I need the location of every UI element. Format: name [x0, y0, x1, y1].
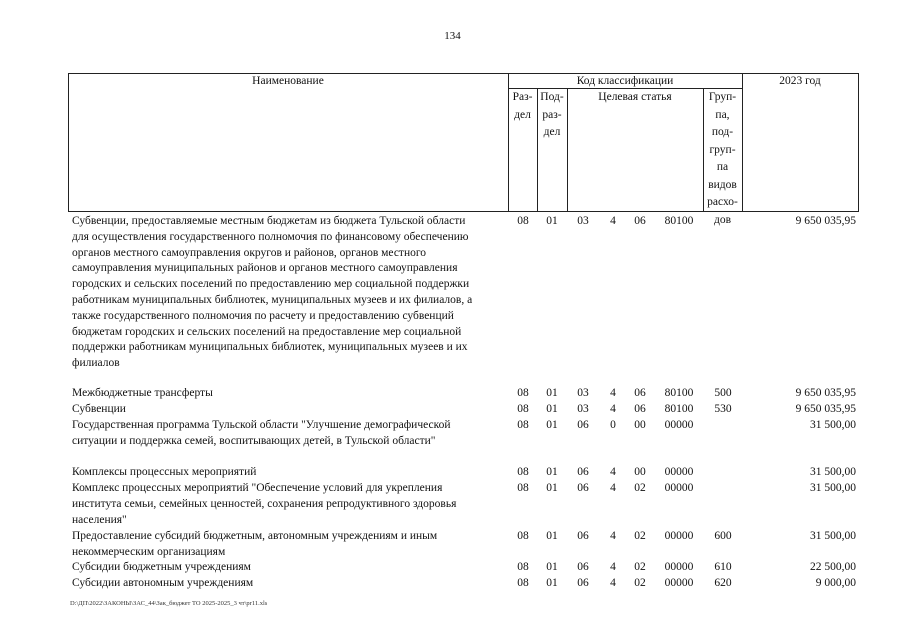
row-amount: 22 500,00	[810, 561, 856, 573]
row-razdel: 08	[517, 403, 529, 415]
row-razdel: 08	[517, 419, 529, 431]
row-target-2: 4	[610, 482, 616, 494]
row-amount: 31 500,00	[810, 466, 856, 478]
row-razdel: 08	[517, 561, 529, 573]
row-target-2: 4	[610, 215, 616, 227]
header-group: Груп- па, под- груп- па видов расхо- дов	[707, 91, 738, 226]
row-podrazdel: 01	[546, 419, 558, 431]
row-razdel: 08	[517, 215, 529, 227]
header-razdel: Раз- дел	[512, 91, 533, 121]
row-name: Субвенции	[72, 403, 126, 415]
row-razdel: 08	[517, 482, 529, 494]
row-group: 600	[714, 530, 732, 542]
row-target-1: 03	[577, 215, 589, 227]
row-podrazdel: 01	[546, 215, 558, 227]
row-target-3: 00	[634, 466, 646, 478]
row-podrazdel: 01	[546, 403, 558, 415]
row-razdel: 08	[517, 530, 529, 542]
row-target-1: 06	[577, 419, 589, 431]
row-razdel: 08	[517, 387, 529, 399]
row-name: Государственная программа Тульской области "Улучшение демографической ситуации и поддержка семей, воспитывающих детей, в Тульской области"	[72, 419, 451, 447]
header-year: 2023 год	[779, 75, 821, 87]
row-amount: 9 650 035,95	[795, 215, 856, 227]
row-target-3: 02	[634, 561, 646, 573]
row-amount: 31 500,00	[810, 482, 856, 494]
row-amount: 9 650 035,95	[795, 403, 856, 415]
row-name: Межбюджетные трансферты	[72, 387, 213, 399]
row-target-2: 4	[610, 403, 616, 415]
row-target-1: 06	[577, 561, 589, 573]
row-podrazdel: 01	[546, 530, 558, 542]
row-podrazdel: 01	[546, 577, 558, 589]
row-target-1: 06	[577, 530, 589, 542]
row-target-3: 00	[634, 419, 646, 431]
row-name: Комплекс процессных мероприятий "Обеспечение условий для укрепления института семьи, семейных ценностей, сохранения репродуктивного здоровья населения"	[72, 482, 457, 526]
row-amount: 31 500,00	[810, 419, 856, 431]
row-group: 530	[714, 403, 732, 415]
row-target-3: 06	[634, 403, 646, 415]
row-razdel: 08	[517, 466, 529, 478]
row-target-4: 00000	[664, 482, 694, 494]
row-target-4: 80100	[664, 387, 694, 399]
row-target-3: 02	[634, 482, 646, 494]
row-amount: 31 500,00	[810, 530, 856, 542]
row-amount: 9 650 035,95	[795, 387, 856, 399]
row-target-3: 06	[634, 215, 646, 227]
row-name: Субсидии автономным учреждениям	[72, 577, 254, 589]
row-target-2: 4	[610, 466, 616, 478]
row-podrazdel: 01	[546, 482, 558, 494]
row-razdel: 08	[517, 577, 529, 589]
row-target-4: 00000	[664, 577, 694, 589]
row-target-2: 4	[610, 561, 616, 573]
row-target-4: 00000	[664, 466, 694, 478]
header-podrazdel: Под- раз- дел	[540, 91, 564, 138]
row-target-3: 02	[634, 577, 646, 589]
footer-file-path: D:\ДП\2022\ЗАКОНЫ\ЗАС_44\Зак_бюджет ТО 2025-2025_3 чт\pr11.xls	[70, 600, 268, 607]
row-target-2: 4	[610, 577, 616, 589]
row-amount: 9 000,00	[815, 577, 856, 589]
row-group: 610	[714, 561, 732, 573]
row-name: Субсидии бюджетным учреждениям	[72, 561, 251, 573]
row-target-4: 80100	[664, 215, 694, 227]
row-target-2: 4	[610, 530, 616, 542]
row-name: Предоставление субсидий бюджетным, автономным учреждениям и иным некоммерческим организациям	[72, 530, 438, 558]
row-target-1: 03	[577, 387, 589, 399]
row-target-1: 06	[577, 577, 589, 589]
row-target-4: 00000	[664, 561, 694, 573]
row-podrazdel: 01	[546, 387, 558, 399]
row-target-2: 4	[610, 387, 616, 399]
row-target-4: 00000	[664, 530, 694, 542]
row-group: 620	[714, 577, 732, 589]
row-target-3: 02	[634, 530, 646, 542]
row-target-4: 00000	[664, 419, 694, 431]
page-number: 134	[444, 30, 461, 42]
row-target-1: 03	[577, 403, 589, 415]
row-group: 500	[714, 387, 732, 399]
row-name: Комплексы процессных мероприятий	[72, 466, 257, 478]
row-podrazdel: 01	[546, 466, 558, 478]
row-target-1: 06	[577, 482, 589, 494]
row-podrazdel: 01	[546, 561, 558, 573]
row-target-4: 80100	[664, 403, 694, 415]
row-target-3: 06	[634, 387, 646, 399]
header-code: Код классификации	[576, 75, 674, 87]
row-name: Субвенции, предоставляемые местным бюджетам из бюджета Тульской области для осуществления государственного полномочия по финансовому обеспечению органов местного самоуправления округов и районов, органов местного самоуправления муниципальных районов и органов местного самоуправления городских и сельских поселений по предоставлению мер социальной поддержки работникам муниципальных библиотек, муниципальных музеев и их филиалов, а также государственного полномочия по расчету и предоставлению субвенций бюджетам городских и сельских поселений на предоставление мер социальной поддержки работникам муниципальных библиотек, муниципальных музеев и их филиалов	[72, 215, 473, 370]
header-name: Наименование	[252, 75, 324, 87]
header-target: Целевая статья	[598, 91, 672, 103]
row-target-1: 06	[577, 466, 589, 478]
row-target-2: 0	[610, 419, 616, 431]
